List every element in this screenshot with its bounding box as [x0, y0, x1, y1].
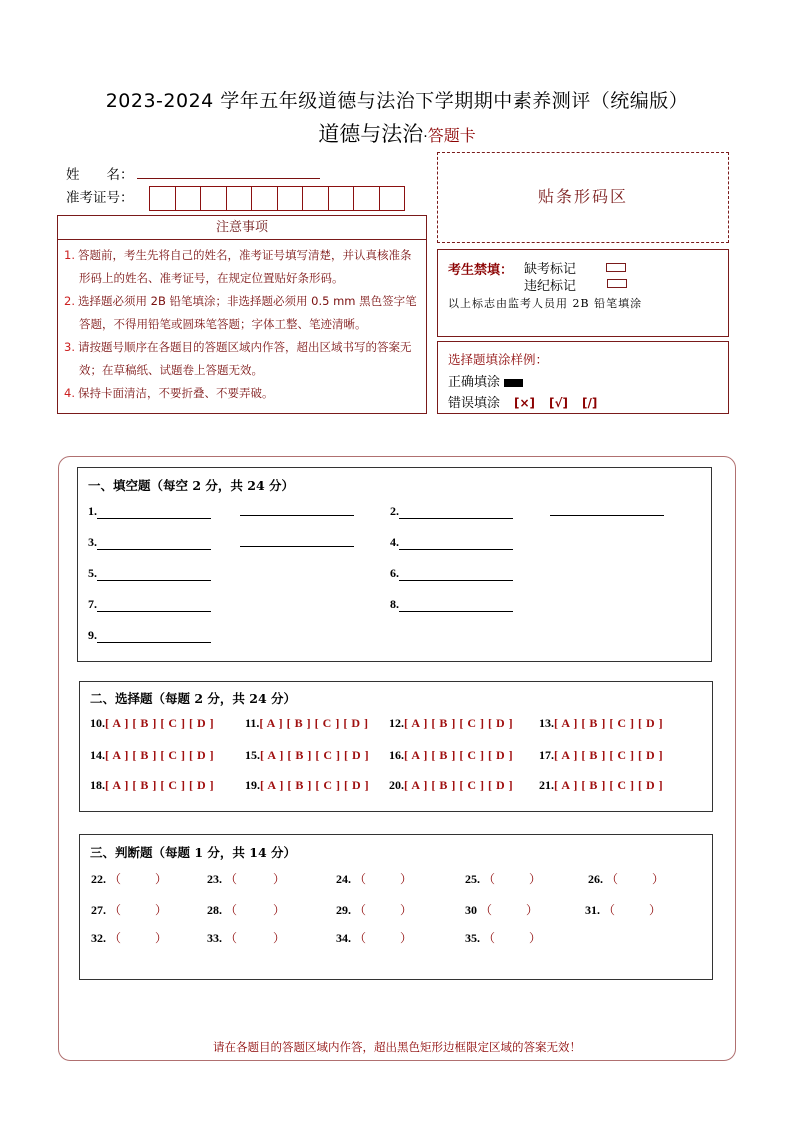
section-fill-blank-title: 一、填空题（每空 2 分，共 24 分） [88, 478, 295, 493]
choice-question-11[interactable]: 11.[ A ] [ B ] [ C ] [ D ] [245, 716, 369, 730]
blank-answer-7[interactable]: 7. [88, 597, 211, 612]
name-field[interactable] [137, 178, 320, 179]
wrong-slash-example: [/] [582, 396, 598, 410]
judge-question-24[interactable]: 24. （ ） [336, 872, 413, 886]
fill-sample-title: 选择题填涂样例： [448, 352, 549, 367]
blank-answer-5[interactable]: 5. [88, 566, 211, 581]
choice-question-21[interactable]: 21.[ A ] [ B ] [ C ] [ D ] [539, 778, 664, 792]
title-separator: · [423, 129, 428, 145]
violation-mark-box[interactable] [607, 279, 627, 288]
choice-question-14[interactable]: 14.[ A ] [ B ] [ C ] [ D ] [90, 748, 215, 762]
id-digit-box[interactable] [379, 186, 406, 211]
correct-fill-row: 正确填涂 [448, 371, 523, 390]
section-judge [79, 834, 713, 980]
judge-question-29[interactable]: 29. （ ） [336, 903, 413, 917]
blank-answer-9[interactable]: 9. [88, 628, 211, 643]
judge-question-30[interactable]: 30 （ ） [465, 903, 539, 917]
id-digit-box[interactable] [302, 186, 329, 211]
barcode-area: 贴条形码区 [437, 152, 729, 243]
blank-answer-4[interactable]: 4. [390, 535, 513, 550]
blank-answer-3b[interactable] [240, 535, 354, 547]
id-digit-box[interactable] [277, 186, 304, 211]
judge-question-31[interactable]: 31. （ ） [585, 903, 662, 917]
blank-answer-1a[interactable]: 1. [88, 504, 211, 519]
notice-title: 注意事项 [58, 216, 426, 240]
blank-answer-3a[interactable]: 3. [88, 535, 211, 550]
choice-question-10[interactable]: 10.[ A ] [ B ] [ C ] [ D ] [90, 716, 215, 730]
wrong-cross-example: [×] [514, 396, 536, 410]
blank-answer-6[interactable]: 6. [390, 566, 513, 581]
id-number-boxes[interactable] [150, 186, 405, 211]
notice-item: 2. 选择题必须用 2B 铅笔填涂；非选择题必须用 0.5 mm 黑色签字笔答题，不得用铅笔或圆珠笔答题；字体工整、笔迹清晰。 [64, 294, 417, 331]
id-digit-box[interactable] [149, 186, 176, 211]
judge-question-23[interactable]: 23. （ ） [207, 872, 286, 886]
id-digit-box[interactable] [353, 186, 380, 211]
wrong-fill-row: 错误填涂 [×] [√] [/] [448, 396, 598, 411]
notice-item: 3. 请按题号顺序在各题目的答题区域内作答，超出区域书写的答案无效；在草稿纸、试题卷上答题无效。 [64, 340, 412, 377]
id-digit-box[interactable] [226, 186, 253, 211]
id-digit-box[interactable] [251, 186, 278, 211]
blank-answer-8[interactable]: 8. [390, 597, 513, 612]
card-title [0, 118, 794, 148]
choice-question-13[interactable]: 13.[ A ] [ B ] [ C ] [ D ] [539, 716, 664, 730]
section-choice-title: 二、选择题（每题 2 分，共 24 分） [90, 691, 297, 706]
name-label: 姓 名： [66, 167, 134, 183]
blank-answer-2a[interactable]: 2. [390, 504, 513, 519]
id-digit-box[interactable] [175, 186, 202, 211]
judge-question-27[interactable]: 27. （ ） [91, 903, 168, 917]
choice-question-16[interactable]: 16.[ A ] [ B ] [ C ] [ D ] [389, 748, 514, 762]
blank-answer-2b[interactable] [550, 504, 664, 516]
judge-question-28[interactable]: 28. （ ） [207, 903, 286, 917]
forbidden-label: 考生禁填： [448, 263, 514, 278]
section-fill-blank [77, 467, 712, 662]
absent-mark-box[interactable] [606, 263, 626, 272]
exam-title: 2023-2024 学年五年级道德与法治下学期期中素养测评（统编版） [105, 90, 689, 112]
choice-question-18[interactable]: 18.[ A ] [ B ] [ C ] [ D ] [90, 778, 215, 792]
id-digit-box[interactable] [200, 186, 227, 211]
violation-mark-label: 违纪标记 [524, 279, 577, 294]
judge-question-25[interactable]: 25. （ ） [465, 872, 542, 886]
notice-box [57, 215, 427, 414]
choice-question-12[interactable]: 12.[ A ] [ B ] [ C ] [ D ] [389, 716, 514, 730]
forbidden-note: 以上标志由监考人员用 2B 铅笔填涂 [448, 297, 643, 310]
section-choice [79, 681, 713, 812]
choice-question-15[interactable]: 15.[ A ] [ B ] [ C ] [ D ] [245, 748, 370, 762]
choice-question-19[interactable]: 19.[ A ] [ B ] [ C ] [ D ] [245, 778, 370, 792]
judge-question-33[interactable]: 33. （ ） [207, 931, 286, 945]
judge-question-26[interactable]: 26. （ ） [588, 872, 665, 886]
judge-question-35[interactable]: 35. （ ） [465, 931, 542, 945]
answer-card-label: 答题卡 [427, 126, 476, 145]
notice-item: 4. 保持卡面清洁，不要折叠、不要弄破。 [64, 386, 274, 400]
choice-question-17[interactable]: 17.[ A ] [ B ] [ C ] [ D ] [539, 748, 664, 762]
notice-item: 1. 答题前，考生先将自己的姓名，准考证号填写清楚，并认真核准条形码上的姓名、准考证号，在规定位置贴好条形码。 [64, 248, 412, 285]
footer-warning: 请在各题目的答题区域内作答，超出黑色矩形边框限定区域的答案无效！ [213, 1040, 581, 1054]
section-judge-title: 三、判断题（每题 1 分，共 14 分） [90, 845, 297, 860]
id-label: 准考证号： [66, 190, 134, 206]
id-digit-box[interactable] [328, 186, 355, 211]
absent-mark-label: 缺考标记 [524, 262, 577, 277]
wrong-check-example: [√] [549, 396, 569, 410]
examinee-forbidden-box [437, 249, 729, 337]
blank-answer-1b[interactable] [240, 504, 354, 516]
choice-question-20[interactable]: 20.[ A ] [ B ] [ C ] [ D ] [389, 778, 514, 792]
filled-block-icon [504, 379, 523, 387]
subject-name: 道德与法治 [318, 122, 424, 146]
judge-question-34[interactable]: 34. （ ） [336, 931, 413, 945]
fill-sample-box [437, 341, 729, 414]
judge-question-32[interactable]: 32. （ ） [91, 931, 168, 945]
judge-question-22[interactable]: 22. （ ） [91, 872, 168, 886]
